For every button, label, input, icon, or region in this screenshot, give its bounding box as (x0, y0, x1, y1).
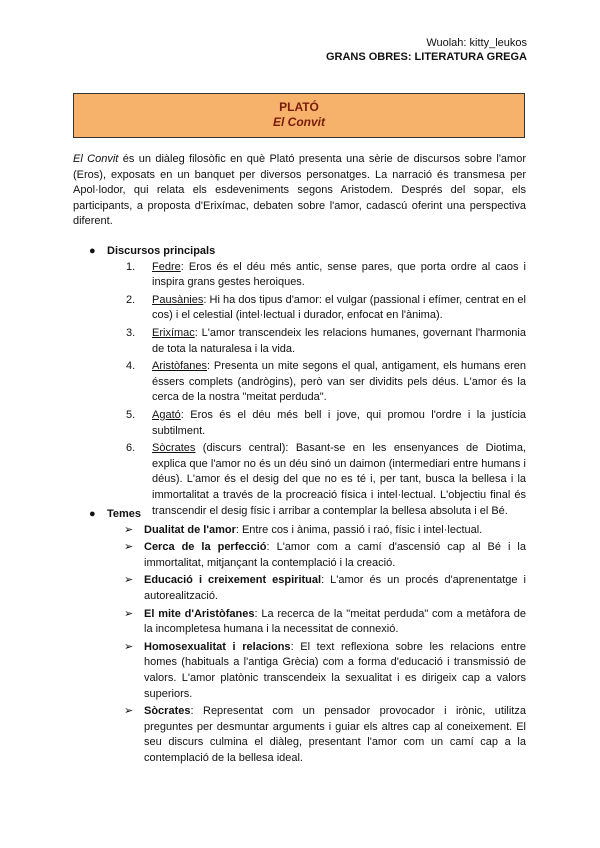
theme-item (73, 607, 526, 638)
speech-item (73, 260, 526, 291)
themes-heading (73, 507, 526, 523)
page-header (326, 36, 527, 64)
theme-title: El mite d'Aristòfanes (144, 607, 255, 620)
theme-item (73, 704, 526, 766)
title-box (73, 93, 525, 138)
speech-text: : Eros és el déu més antic, sense pares, que porta ordre al caos i inspira grans gestes heroiques. (152, 260, 526, 289)
speech-speaker: Pausànies (152, 293, 204, 306)
arrow-bullet-icon: ➢ (124, 541, 134, 554)
speech-speaker: Sòcrates (152, 442, 196, 455)
arrow-bullet-icon: ➢ (124, 607, 134, 620)
theme-title: Dualitat de l'amor (144, 523, 236, 536)
speech-speaker: Erixímac (152, 326, 195, 339)
theme-title: Homosexualitat i relacions (144, 640, 291, 653)
theme-text: : Entre cos i ànima, passió i raó, físic i intel·lectual. (235, 523, 483, 536)
intro-work-title: El Convit (73, 153, 119, 165)
theme-title: Sòcrates (144, 705, 191, 718)
speech-speaker: Aristòfanes (152, 360, 208, 373)
speech-number: 4. (126, 360, 136, 373)
theme-item (73, 640, 526, 702)
speech-number: 2. (126, 293, 136, 306)
speech-speaker: Fedre (152, 260, 181, 273)
intro-text: és un diàleg filosòfic en què Plató presenta una sèrie de discursos sobre l'amor (Eros), exposats en un banquet per diversos personatges. La narració és transmesa per Apol·lodor, qui relata els esdeveniments segons Aristodem. Després del sopar, els participants, a proposta d'Erixímac, debaten sobre l'amor, cadascú oferint una perspectiva diferent. (73, 153, 526, 228)
speech-number: 1. (126, 260, 136, 273)
speech-text: (discurs central): Basant-se en les ensenyances de Diotima, explica que l'amor no és un déu sinó un daimon (intermediari entre humans i déus). L'amor és el desig del que no es té i, per tant, busca la bellesa i la immortalitat a través de la procreació física i intel·lectual. L'objectiu final és transcendir el desig físic i arribar a contemplar la bellesa absoluta i el Bé. (152, 442, 526, 517)
theme-title: Educació i creixement espiritual (144, 574, 322, 587)
themes-list (73, 523, 526, 767)
arrow-bullet-icon: ➢ (124, 705, 134, 718)
arrow-bullet-icon: ➢ (124, 523, 134, 536)
bullet-dot-icon: ● (89, 508, 96, 520)
header-author: Wuolah: kitty_leukos (426, 37, 527, 49)
header-course: GRANS OBRES: LITERATURA GREGA (325, 51, 527, 63)
theme-text: : L'amor com a camí d'ascensió cap al Bé i la immortalitat, mitjançant la contemplació i la creació. (144, 541, 526, 569)
speech-item (73, 408, 526, 439)
speeches-section (73, 244, 526, 521)
theme-text: : L'amor és un procés d'aprenentatge i autorealització. (144, 574, 527, 602)
arrow-bullet-icon: ➢ (124, 640, 134, 653)
theme-text: : La recerca de la "meitat perduda" com a metàfora de la incompletesa humana i la necessitat de connexió. (144, 607, 526, 636)
theme-item (73, 573, 526, 604)
speech-item (73, 326, 526, 357)
speech-item (73, 359, 526, 406)
title-author: PLATÓ (279, 100, 319, 114)
speech-text: : Eros és el déu més bell i jove, qui promou l'ordre i la justícia subtilment. (152, 408, 526, 437)
speech-item (73, 293, 526, 324)
speech-number: 6. (126, 442, 136, 455)
speeches-heading (73, 244, 526, 260)
speeches-list (73, 260, 526, 520)
speech-text: : Presenta un mite segons el qual, antigament, els humans eren éssers complets (andrògins), però van ser dividits pels déus. L'amor és la cerca de la nostra "meitat perduda". (152, 360, 526, 404)
themes-section (73, 507, 526, 769)
speeches-heading-label: Discursos principals (107, 245, 216, 257)
title-work: El Convit (272, 115, 325, 129)
intro-paragraph (73, 152, 526, 230)
theme-text: : Representat com un pensador provocador i irònic, utilitza preguntes per desmuntar arguments i guiar els altres cap al coneixement. El seu discurs culmina el diàleg, presentant l'amor com un camí cap a la contemplació de la bellesa ideal. (144, 705, 526, 764)
themes-heading-label: Temes (107, 508, 142, 520)
speech-text: : L'amor transcendeix les relacions humanes, governant l'harmonia de tota la naturalesa i la vida. (152, 326, 526, 355)
speech-speaker: Agató (152, 408, 181, 421)
theme-text: : El text reflexiona sobre les relacions entre homes (habituals a l'antiga Grècia) com a forma d'educació i transmissió de valors. L'amor platònic transcendeix la sexualitat i es dirigeix cap a valors superiors. (144, 640, 526, 700)
arrow-bullet-icon: ➢ (124, 574, 134, 587)
theme-title: Cerca de la perfecció (144, 541, 267, 554)
speech-number: 3. (126, 326, 136, 339)
bullet-dot-icon: ● (89, 245, 96, 257)
speech-text: : Hi ha dos tipus d'amor: el vulgar (passional i efímer, centrat en el cos) i el celestial (intel·lectual i durador, enfocat en l'ànima). (152, 293, 526, 322)
speech-number: 5. (126, 408, 136, 421)
theme-item (73, 540, 526, 571)
theme-item (73, 523, 526, 539)
